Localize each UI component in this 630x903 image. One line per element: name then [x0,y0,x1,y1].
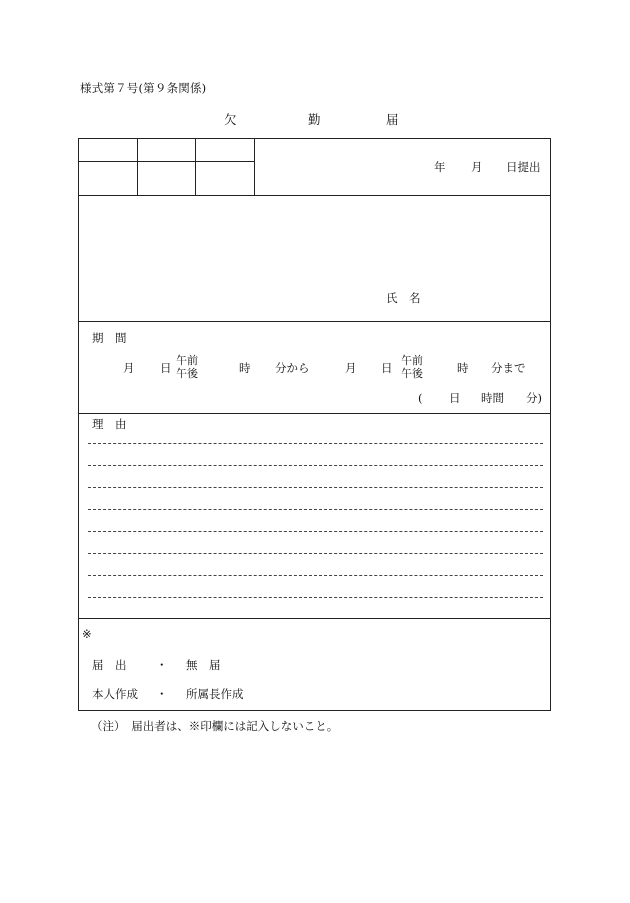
end-hour-label: 時 [457,361,469,375]
reason-line [88,509,543,510]
reason-label: 理 由 [92,417,127,431]
form-number: 様式第７号(第９条関係) [80,81,207,95]
reason-line [88,597,543,598]
reason-line [88,487,543,488]
stamp-cell[interactable] [137,139,195,161]
section-divider [79,413,550,414]
section-divider [79,195,550,196]
start-minute-label: 分から [275,361,310,375]
total-hours-label: 時間 [481,391,504,405]
start-ampm: 午前 午後 [176,354,198,380]
stamp-cell[interactable] [195,161,254,195]
reason-line [88,443,543,444]
reason-line [88,531,543,532]
office-use-mark: ※ [82,627,92,641]
stamp-cell[interactable] [79,139,137,161]
total-minutes-label: 分) [526,391,542,405]
absence-form [78,138,551,711]
grid-divider [195,139,196,195]
stamp-cell[interactable] [79,161,137,195]
reason-line [88,465,543,466]
reason-line [88,575,543,576]
not-notified-option: 無 届 [186,658,221,672]
title-char-3: 届 [386,112,399,127]
period-label: 期 間 [92,331,127,345]
name-label: 氏 名 [386,291,421,305]
submission-month-label: 月 [471,160,483,174]
start-hour-label: 時 [239,361,251,375]
section-divider [79,321,550,322]
stamp-cell[interactable] [137,161,195,195]
section-divider [79,618,550,619]
grid-divider [137,139,138,195]
end-minute-label: 分まで [491,361,526,375]
end-day-label: 日 [381,361,393,375]
title-char-1: 欠 [224,112,237,127]
stamp-cell[interactable] [195,139,254,161]
grid-divider [79,161,254,162]
end-month-label: 月 [345,361,357,375]
approval-stamp-grid [79,139,254,195]
notified-option: 届 出 [92,658,127,672]
grid-divider [254,139,255,195]
reason-line [88,553,543,554]
option-separator: ・ [156,687,168,701]
total-days-label: 日 [449,391,461,405]
submission-year-label: 年 [434,160,446,174]
total-open-paren: ( [418,391,423,405]
end-ampm: 午前 午後 [401,354,423,380]
option-separator: ・ [156,658,168,672]
start-month-label: 月 [123,361,135,375]
reason-lines[interactable] [88,443,543,603]
self-made-option: 本人作成 [92,687,138,701]
title-char-2: 勤 [308,112,321,127]
footnote: （注） 届出者は、※印欄には記入しないこと。 [91,719,339,733]
supervisor-made-option: 所属長作成 [186,687,244,701]
submission-day-label: 日提出 [506,160,541,174]
start-day-label: 日 [160,361,172,375]
